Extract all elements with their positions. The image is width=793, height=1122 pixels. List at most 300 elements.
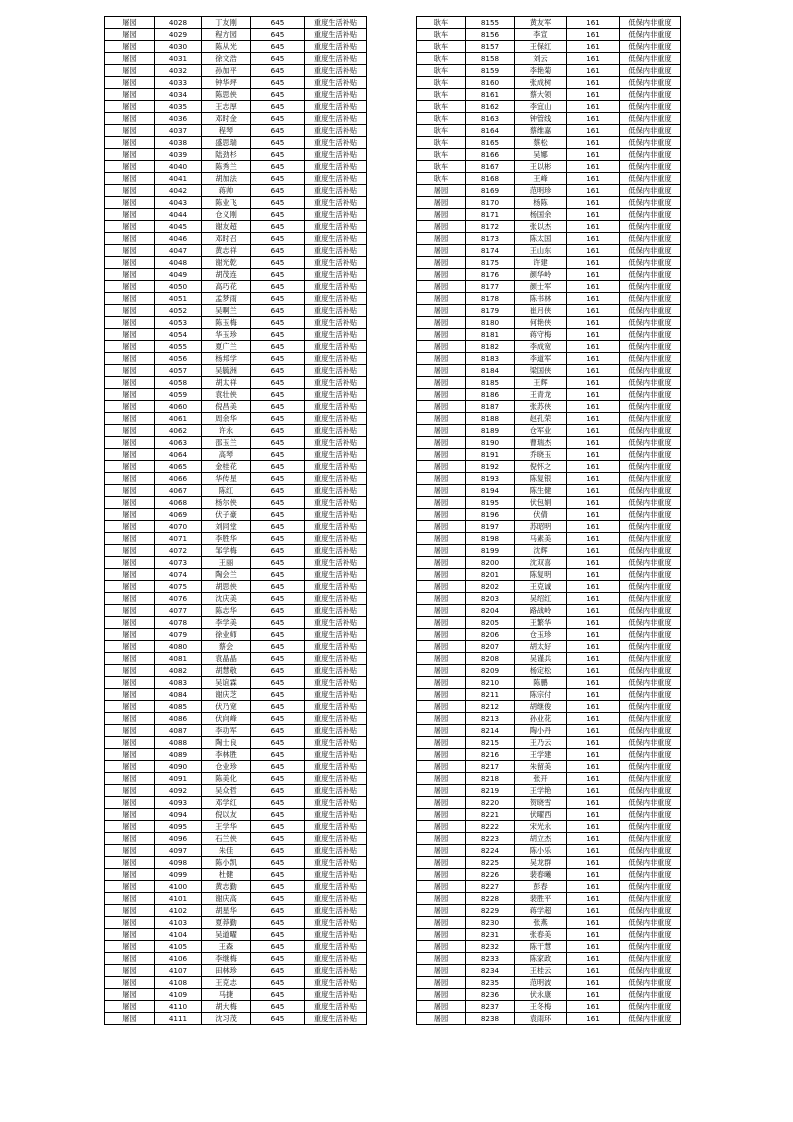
category-cell: 低保内非重度 bbox=[620, 605, 681, 617]
table-row bbox=[105, 797, 367, 809]
amount-cell: 645 bbox=[251, 437, 305, 449]
id-cell: 8193 bbox=[466, 473, 515, 485]
name-cell: 胡星华 bbox=[202, 905, 251, 917]
id-cell: 8223 bbox=[466, 833, 515, 845]
id-cell: 8224 bbox=[466, 845, 515, 857]
category-cell: 重度生活补贴 bbox=[305, 65, 367, 77]
id-cell: 4080 bbox=[155, 641, 202, 653]
town-cell: 屠园 bbox=[105, 773, 155, 785]
town-cell: 屠园 bbox=[417, 221, 466, 233]
amount-cell: 645 bbox=[251, 353, 305, 365]
category-cell: 重度生活补贴 bbox=[305, 905, 367, 917]
name-cell: 胡太好 bbox=[515, 641, 567, 653]
town-cell: 屠园 bbox=[105, 233, 155, 245]
town-cell: 屠园 bbox=[105, 929, 155, 941]
id-cell: 8199 bbox=[466, 545, 515, 557]
amount-cell: 161 bbox=[567, 377, 620, 389]
table-row bbox=[105, 713, 367, 725]
name-cell: 伏永康 bbox=[515, 989, 567, 1001]
table-row bbox=[105, 161, 367, 173]
amount-cell: 161 bbox=[567, 821, 620, 833]
category-cell: 低保内非重度 bbox=[620, 641, 681, 653]
table-row bbox=[417, 233, 681, 245]
id-cell: 8218 bbox=[466, 773, 515, 785]
id-cell: 4079 bbox=[155, 629, 202, 641]
name-cell: 沈双喜 bbox=[515, 557, 567, 569]
name-cell: 曹瑞杰 bbox=[515, 437, 567, 449]
category-cell: 重度生活补贴 bbox=[305, 413, 367, 425]
table-row bbox=[417, 509, 681, 521]
amount-cell: 161 bbox=[567, 29, 620, 41]
id-cell: 4083 bbox=[155, 677, 202, 689]
amount-cell: 161 bbox=[567, 17, 620, 29]
amount-cell: 161 bbox=[567, 929, 620, 941]
amount-cell: 645 bbox=[251, 977, 305, 989]
town-cell: 屠园 bbox=[417, 761, 466, 773]
name-cell: 夏广兰 bbox=[202, 341, 251, 353]
amount-cell: 645 bbox=[251, 329, 305, 341]
name-cell: 蒋学超 bbox=[515, 905, 567, 917]
amount-cell: 645 bbox=[251, 533, 305, 545]
amount-cell: 161 bbox=[567, 161, 620, 173]
name-cell: 刘同堂 bbox=[202, 521, 251, 533]
town-cell: 屠园 bbox=[105, 137, 155, 149]
id-cell: 8191 bbox=[466, 449, 515, 461]
name-cell: 张燕 bbox=[515, 917, 567, 929]
name-cell: 李林胜 bbox=[202, 749, 251, 761]
amount-cell: 645 bbox=[251, 41, 305, 53]
id-cell: 8215 bbox=[466, 737, 515, 749]
town-cell: 屠园 bbox=[417, 233, 466, 245]
category-cell: 重度生活补贴 bbox=[305, 233, 367, 245]
table-row bbox=[417, 557, 681, 569]
id-cell: 4084 bbox=[155, 689, 202, 701]
name-cell: 金桂花 bbox=[202, 461, 251, 473]
amount-cell: 645 bbox=[251, 581, 305, 593]
table-row bbox=[417, 941, 681, 953]
table-row bbox=[417, 53, 681, 65]
name-cell: 孙业花 bbox=[515, 713, 567, 725]
name-cell: 谢庆芝 bbox=[202, 689, 251, 701]
id-cell: 4106 bbox=[155, 953, 202, 965]
id-cell: 8226 bbox=[466, 869, 515, 881]
town-cell: 屠园 bbox=[417, 749, 466, 761]
table-row bbox=[105, 221, 367, 233]
category-cell: 重度生活补贴 bbox=[305, 833, 367, 845]
name-cell: 张春美 bbox=[515, 929, 567, 941]
category-cell: 低保内非重度 bbox=[620, 461, 681, 473]
town-cell: 屠园 bbox=[105, 749, 155, 761]
amount-cell: 161 bbox=[567, 809, 620, 821]
id-cell: 8167 bbox=[466, 161, 515, 173]
table-row bbox=[105, 701, 367, 713]
id-cell: 8227 bbox=[466, 881, 515, 893]
category-cell: 重度生活补贴 bbox=[305, 509, 367, 521]
name-cell: 朱留美 bbox=[515, 761, 567, 773]
table-row bbox=[417, 893, 681, 905]
table-row bbox=[417, 341, 681, 353]
town-cell: 屠园 bbox=[105, 17, 155, 29]
category-cell: 低保内非重度 bbox=[620, 269, 681, 281]
category-cell: 重度生活补贴 bbox=[305, 893, 367, 905]
name-cell: 陈复明 bbox=[515, 569, 567, 581]
category-cell: 低保内非重度 bbox=[620, 221, 681, 233]
name-cell: 吴绍红 bbox=[515, 593, 567, 605]
id-cell: 8178 bbox=[466, 293, 515, 305]
town-cell: 屠园 bbox=[105, 389, 155, 401]
table-row bbox=[417, 353, 681, 365]
category-cell: 重度生活补贴 bbox=[305, 629, 367, 641]
id-cell: 4035 bbox=[155, 101, 202, 113]
table-row bbox=[105, 881, 367, 893]
name-cell: 徐文浩 bbox=[202, 53, 251, 65]
name-cell: 周余华 bbox=[202, 413, 251, 425]
name-cell: 孙加平 bbox=[202, 65, 251, 77]
amount-cell: 645 bbox=[251, 785, 305, 797]
name-cell: 范明波 bbox=[515, 977, 567, 989]
id-cell: 4102 bbox=[155, 905, 202, 917]
amount-cell: 161 bbox=[567, 173, 620, 185]
id-cell: 8197 bbox=[466, 521, 515, 533]
amount-cell: 645 bbox=[251, 665, 305, 677]
amount-cell: 161 bbox=[567, 221, 620, 233]
name-cell: 张苏侠 bbox=[515, 401, 567, 413]
id-cell: 8234 bbox=[466, 965, 515, 977]
amount-cell: 161 bbox=[567, 365, 620, 377]
name-cell: 徐业师 bbox=[202, 629, 251, 641]
town-cell: 屠园 bbox=[417, 365, 466, 377]
name-cell: 颜华岭 bbox=[515, 269, 567, 281]
id-cell: 8155 bbox=[466, 17, 515, 29]
category-cell: 重度生活补贴 bbox=[305, 293, 367, 305]
town-cell: 屠园 bbox=[105, 581, 155, 593]
id-cell: 8235 bbox=[466, 977, 515, 989]
amount-cell: 161 bbox=[567, 905, 620, 917]
table-row bbox=[105, 257, 367, 269]
id-cell: 4074 bbox=[155, 569, 202, 581]
category-cell: 低保内非重度 bbox=[620, 581, 681, 593]
amount-cell: 161 bbox=[567, 1001, 620, 1013]
id-cell: 4052 bbox=[155, 305, 202, 317]
name-cell: 黄友军 bbox=[515, 17, 567, 29]
table-row bbox=[417, 725, 681, 737]
table-row bbox=[105, 725, 367, 737]
name-cell: 陈红 bbox=[202, 485, 251, 497]
town-cell: 屠园 bbox=[105, 29, 155, 41]
table-row bbox=[105, 977, 367, 989]
id-cell: 4087 bbox=[155, 725, 202, 737]
table-row bbox=[105, 209, 367, 221]
id-cell: 4037 bbox=[155, 125, 202, 137]
category-cell: 低保内非重度 bbox=[620, 593, 681, 605]
amount-cell: 161 bbox=[567, 749, 620, 761]
table-row bbox=[417, 17, 681, 29]
town-cell: 屠园 bbox=[105, 737, 155, 749]
town-cell: 耿车 bbox=[417, 17, 466, 29]
amount-cell: 161 bbox=[567, 569, 620, 581]
town-cell: 屠园 bbox=[417, 641, 466, 653]
category-cell: 重度生活补贴 bbox=[305, 377, 367, 389]
table-row bbox=[105, 269, 367, 281]
amount-cell: 645 bbox=[251, 737, 305, 749]
name-cell: 黄志勤 bbox=[202, 881, 251, 893]
category-cell: 低保内非重度 bbox=[620, 329, 681, 341]
name-cell: 陆劲杉 bbox=[202, 149, 251, 161]
name-cell: 胡思侠 bbox=[202, 581, 251, 593]
id-cell: 8180 bbox=[466, 317, 515, 329]
id-cell: 8208 bbox=[466, 653, 515, 665]
name-cell: 孟梦雨 bbox=[202, 293, 251, 305]
amount-cell: 645 bbox=[251, 413, 305, 425]
amount-cell: 161 bbox=[567, 665, 620, 677]
town-cell: 屠园 bbox=[417, 377, 466, 389]
left-roster-table bbox=[104, 16, 367, 1025]
amount-cell: 645 bbox=[251, 269, 305, 281]
table-row bbox=[417, 269, 681, 281]
town-cell: 屠园 bbox=[417, 317, 466, 329]
table-row bbox=[417, 209, 681, 221]
id-cell: 4047 bbox=[155, 245, 202, 257]
name-cell: 吴众哲 bbox=[202, 785, 251, 797]
table-row bbox=[105, 581, 367, 593]
category-cell: 低保内非重度 bbox=[620, 893, 681, 905]
id-cell: 8175 bbox=[466, 257, 515, 269]
category-cell: 低保内非重度 bbox=[620, 677, 681, 689]
amount-cell: 161 bbox=[567, 485, 620, 497]
town-cell: 屠园 bbox=[417, 905, 466, 917]
amount-cell: 645 bbox=[251, 641, 305, 653]
name-cell: 杜健 bbox=[202, 869, 251, 881]
table-row bbox=[417, 773, 681, 785]
id-cell: 4096 bbox=[155, 833, 202, 845]
table-row bbox=[105, 185, 367, 197]
table-row bbox=[105, 305, 367, 317]
id-cell: 8177 bbox=[466, 281, 515, 293]
category-cell: 重度生活补贴 bbox=[305, 665, 367, 677]
id-cell: 4029 bbox=[155, 29, 202, 41]
amount-cell: 645 bbox=[251, 173, 305, 185]
town-cell: 屠园 bbox=[105, 437, 155, 449]
category-cell: 低保内非重度 bbox=[620, 1001, 681, 1013]
town-cell: 屠园 bbox=[105, 197, 155, 209]
id-cell: 4069 bbox=[155, 509, 202, 521]
amount-cell: 161 bbox=[567, 329, 620, 341]
amount-cell: 645 bbox=[251, 257, 305, 269]
table-row bbox=[105, 653, 367, 665]
category-cell: 重度生活补贴 bbox=[305, 797, 367, 809]
id-cell: 8158 bbox=[466, 53, 515, 65]
table-row bbox=[105, 629, 367, 641]
amount-cell: 645 bbox=[251, 89, 305, 101]
name-cell: 张开 bbox=[515, 773, 567, 785]
table-row bbox=[105, 317, 367, 329]
id-cell: 8204 bbox=[466, 605, 515, 617]
category-cell: 低保内非重度 bbox=[620, 1013, 681, 1025]
amount-cell: 161 bbox=[567, 461, 620, 473]
amount-cell: 161 bbox=[567, 941, 620, 953]
table-row bbox=[105, 353, 367, 365]
name-cell: 蒋守梅 bbox=[515, 329, 567, 341]
category-cell: 重度生活补贴 bbox=[305, 437, 367, 449]
name-cell: 沈辉 bbox=[515, 545, 567, 557]
amount-cell: 161 bbox=[567, 557, 620, 569]
amount-cell: 645 bbox=[251, 317, 305, 329]
id-cell: 8170 bbox=[466, 197, 515, 209]
town-cell: 屠园 bbox=[417, 509, 466, 521]
category-cell: 重度生活补贴 bbox=[305, 617, 367, 629]
amount-cell: 161 bbox=[567, 521, 620, 533]
name-cell: 丁友刚 bbox=[202, 17, 251, 29]
town-cell: 屠园 bbox=[105, 149, 155, 161]
town-cell: 屠园 bbox=[105, 569, 155, 581]
name-cell: 王克志 bbox=[202, 977, 251, 989]
category-cell: 低保内非重度 bbox=[620, 413, 681, 425]
table-row bbox=[105, 461, 367, 473]
name-cell: 胡茂连 bbox=[202, 269, 251, 281]
table-row bbox=[417, 593, 681, 605]
id-cell: 8164 bbox=[466, 125, 515, 137]
amount-cell: 645 bbox=[251, 677, 305, 689]
category-cell: 低保内非重度 bbox=[620, 833, 681, 845]
town-cell: 屠园 bbox=[105, 809, 155, 821]
id-cell: 8160 bbox=[466, 77, 515, 89]
category-cell: 重度生活补贴 bbox=[305, 965, 367, 977]
name-cell: 胡太祥 bbox=[202, 377, 251, 389]
amount-cell: 645 bbox=[251, 305, 305, 317]
amount-cell: 161 bbox=[567, 209, 620, 221]
id-cell: 8232 bbox=[466, 941, 515, 953]
name-cell: 朱佳 bbox=[202, 845, 251, 857]
name-cell: 黄志祥 bbox=[202, 245, 251, 257]
id-cell: 8228 bbox=[466, 893, 515, 905]
id-cell: 4089 bbox=[155, 749, 202, 761]
amount-cell: 161 bbox=[567, 677, 620, 689]
category-cell: 重度生活补贴 bbox=[305, 125, 367, 137]
table-row bbox=[417, 485, 681, 497]
id-cell: 4062 bbox=[155, 425, 202, 437]
id-cell: 4028 bbox=[155, 17, 202, 29]
town-cell: 屠园 bbox=[417, 437, 466, 449]
id-cell: 4077 bbox=[155, 605, 202, 617]
table-row bbox=[105, 365, 367, 377]
category-cell: 重度生活补贴 bbox=[305, 461, 367, 473]
category-cell: 低保内非重度 bbox=[620, 689, 681, 701]
name-cell: 王峰 bbox=[515, 173, 567, 185]
category-cell: 低保内非重度 bbox=[620, 809, 681, 821]
table-row bbox=[105, 545, 367, 557]
category-cell: 低保内非重度 bbox=[620, 389, 681, 401]
town-cell: 屠园 bbox=[105, 701, 155, 713]
town-cell: 屠园 bbox=[105, 113, 155, 125]
category-cell: 低保内非重度 bbox=[620, 749, 681, 761]
name-cell: 杨定松 bbox=[515, 665, 567, 677]
town-cell: 屠园 bbox=[417, 677, 466, 689]
id-cell: 8194 bbox=[466, 485, 515, 497]
amount-cell: 645 bbox=[251, 557, 305, 569]
table-row bbox=[105, 17, 367, 29]
category-cell: 低保内非重度 bbox=[620, 341, 681, 353]
id-cell: 4109 bbox=[155, 989, 202, 1001]
category-cell: 低保内非重度 bbox=[620, 449, 681, 461]
town-cell: 屠园 bbox=[105, 365, 155, 377]
town-cell: 屠园 bbox=[105, 545, 155, 557]
id-cell: 4064 bbox=[155, 449, 202, 461]
id-cell: 8161 bbox=[466, 89, 515, 101]
town-cell: 耿车 bbox=[417, 29, 466, 41]
table-row bbox=[417, 1013, 681, 1025]
name-cell: 华传星 bbox=[202, 473, 251, 485]
town-cell: 屠园 bbox=[105, 281, 155, 293]
name-cell: 邹学梅 bbox=[202, 545, 251, 557]
category-cell: 低保内非重度 bbox=[620, 773, 681, 785]
right-roster-table bbox=[416, 16, 681, 1025]
table-row bbox=[417, 101, 681, 113]
id-cell: 8172 bbox=[466, 221, 515, 233]
id-cell: 8182 bbox=[466, 341, 515, 353]
category-cell: 重度生活补贴 bbox=[305, 257, 367, 269]
category-cell: 重度生活补贴 bbox=[305, 677, 367, 689]
category-cell: 低保内非重度 bbox=[620, 713, 681, 725]
category-cell: 低保内非重度 bbox=[620, 233, 681, 245]
town-cell: 屠园 bbox=[105, 689, 155, 701]
amount-cell: 161 bbox=[567, 533, 620, 545]
name-cell: 倪怀之 bbox=[515, 461, 567, 473]
name-cell: 伏曜西 bbox=[515, 809, 567, 821]
id-cell: 4101 bbox=[155, 893, 202, 905]
id-cell: 8217 bbox=[466, 761, 515, 773]
id-cell: 8209 bbox=[466, 665, 515, 677]
category-cell: 低保内非重度 bbox=[620, 185, 681, 197]
name-cell: 杨尔侠 bbox=[202, 497, 251, 509]
amount-cell: 161 bbox=[567, 725, 620, 737]
id-cell: 8173 bbox=[466, 233, 515, 245]
town-cell: 屠园 bbox=[105, 785, 155, 797]
table-row bbox=[105, 677, 367, 689]
town-cell: 屠园 bbox=[417, 785, 466, 797]
name-cell: 蔡会 bbox=[202, 641, 251, 653]
name-cell: 谢友超 bbox=[202, 221, 251, 233]
table-row bbox=[105, 593, 367, 605]
category-cell: 低保内非重度 bbox=[620, 761, 681, 773]
town-cell: 屠园 bbox=[105, 293, 155, 305]
name-cell: 范明珍 bbox=[515, 185, 567, 197]
table-row bbox=[417, 785, 681, 797]
town-cell: 屠园 bbox=[417, 281, 466, 293]
town-cell: 耿车 bbox=[417, 173, 466, 185]
town-cell: 屠园 bbox=[105, 857, 155, 869]
amount-cell: 645 bbox=[251, 653, 305, 665]
name-cell: 梁国侠 bbox=[515, 365, 567, 377]
name-cell: 吴娜 bbox=[515, 149, 567, 161]
table-row bbox=[417, 149, 681, 161]
category-cell: 重度生活补贴 bbox=[305, 605, 367, 617]
town-cell: 屠园 bbox=[105, 881, 155, 893]
category-cell: 低保内非重度 bbox=[620, 161, 681, 173]
town-cell: 屠园 bbox=[417, 341, 466, 353]
category-cell: 低保内非重度 bbox=[620, 569, 681, 581]
amount-cell: 161 bbox=[567, 617, 620, 629]
name-cell: 蔡大领 bbox=[515, 89, 567, 101]
table-row bbox=[105, 893, 367, 905]
category-cell: 重度生活补贴 bbox=[305, 929, 367, 941]
table-row bbox=[417, 965, 681, 977]
id-cell: 8214 bbox=[466, 725, 515, 737]
id-cell: 8187 bbox=[466, 401, 515, 413]
table-row bbox=[417, 1001, 681, 1013]
id-cell: 4050 bbox=[155, 281, 202, 293]
id-cell: 4108 bbox=[155, 977, 202, 989]
name-cell: 李宜山 bbox=[515, 101, 567, 113]
